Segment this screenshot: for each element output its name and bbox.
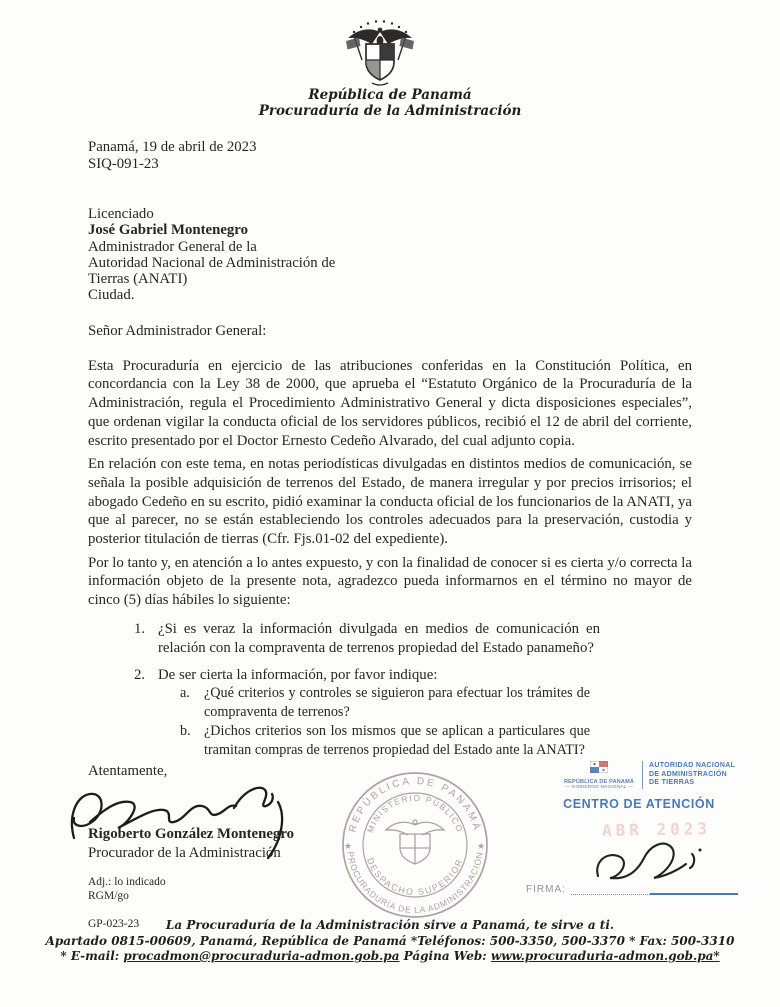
letter-footer (0, 918, 780, 965)
recipient-block (88, 206, 692, 304)
procuraduria-round-seal (340, 770, 490, 920)
footer-address: Apartado 0815-00609, Panamá, República de Panamá *Teléfonos: 500-3350, 500-3370 * Fax: 500-3310 (45, 933, 735, 948)
sub-item-a-letter: a. (180, 685, 190, 702)
signature-line-solid (650, 885, 738, 895)
sub-item-b (180, 722, 590, 760)
panama-coat-of-arms-icon (332, 14, 428, 90)
typist-initials: RGM/go (88, 889, 129, 902)
list-item-1-text: ¿Si es veraz la información divulgada en medios de comunicación en relación con la compraventa de terrenos propiedad del Estado panameño? (158, 620, 600, 656)
paragraph-1: Esta Procuraduría en ejercicio de las atribuciones conferidas en la Constitución Política, en concordancia con la Ley 38 de 2000, que aprueba el “Estatuto Orgánico de la Procuraduría de la Administración, regula el Procedimiento Administrativo General y dicta disposiciones especiales”, que ordenan vigilar la conducta oficial de los servidores públicos, recibió el 12 de abril del corriente, escrito presentado por el Doctor Ernesto Cedeño Alvarado, del cual adjunto copia. (88, 357, 692, 449)
place-date: Panamá, 19 de abril de 2023 (88, 139, 257, 155)
seal-outer-bottom-text: PROCURADURÍA DE LA ADMINISTRACIÓN (345, 850, 485, 916)
firma-row (526, 884, 738, 895)
list-item-2 (134, 666, 600, 685)
anati-center-label: CENTRO DE ATENCIÓN (563, 797, 715, 811)
recipient-line: Administrador General de la (88, 238, 257, 255)
footer-website: www.procuraduria-admon.gob.pa* (490, 949, 720, 963)
seal-inner-bottom-text: DESPACHO SUPERIOR (365, 856, 465, 898)
recipient-name: José Gabriel Montenegro (88, 222, 248, 239)
sub-item-a (180, 684, 590, 722)
firma-label: FIRMA: (526, 884, 566, 895)
panama-flag-icon (590, 761, 608, 773)
anati-logo-gov: — GOBIERNO NACIONAL — (565, 785, 633, 790)
recipient-line: Licenciado (88, 206, 154, 222)
list-item-1-number: 1. (134, 620, 146, 637)
signature-line-dotted (571, 885, 650, 895)
sub-item-a-text: ¿Qué criterios y controles se siguieron para efectuar los trámites de compraventa de terrenos? (204, 685, 590, 721)
list-item-2-number: 2. (134, 666, 146, 683)
attachment-note: Adj.: lo indicado RGM/go (88, 876, 388, 903)
recipient-line: Ciudad. (88, 287, 135, 304)
valediction: Atentamente, (88, 763, 168, 779)
sub-question-list (180, 684, 590, 759)
letter-body (88, 139, 692, 760)
dateline (88, 139, 692, 173)
letterhead (0, 88, 780, 119)
stamp-divider (642, 761, 643, 789)
seal-star-right-icon: ★ (477, 841, 486, 851)
seal-star-left-icon: ★ (344, 841, 353, 851)
file-code: GP-023-23 (88, 918, 140, 931)
letterhead-office: Procuraduría de la Administración (258, 102, 522, 119)
recipient-line: Tierras (ANATI) (88, 271, 188, 288)
recipient-line: Autoridad Nacional de Administración de (88, 254, 336, 271)
paragraph-3: Por lo tanto y, en atención a lo antes expuesto, y con la finalidad de conocer si es cierta y/o correcta la información objeto de la presente nota, agradezco pueda informarnos en el término no mayor de cinco (5) días hábiles lo siguiente: (88, 554, 692, 609)
anati-stamp (524, 760, 754, 895)
salutation: Señor Administrador General: (88, 322, 267, 339)
footer-email: procadmon@procuraduria-admon.gob.pa (123, 949, 400, 963)
seal-center-crest-icon (386, 820, 444, 864)
footer-slogan: La Procuraduría de la Administración sirve a Panamá, te sirve a ti. (165, 918, 615, 932)
seal-inner-top-text: MINISTERIO PÚBLICO (364, 792, 466, 835)
list-item-2-text: De ser cierta la información, por favor indique: (158, 666, 438, 683)
sub-item-b-text: ¿Dichos criterios son los mismos que se aplican a particulares que tramitan compras de terrenos propiedad del Estado ante la ANATI? (204, 722, 590, 758)
anati-gov-logo (562, 760, 636, 790)
svg-text:MINISTERIO PÚBLICO (365, 793, 465, 834)
reference-number: SIQ-091-23 (88, 156, 159, 172)
paragraph-2: En relación con este tema, en notas periodísticas divulgadas en distintos medios de comunicación, se señala la posible adquisición de terrenos del Estado, de manera irregular y por precios irrisorios; el abogado Cedeño en su escrito, pidió examinar la conducta oficial de los funcionarios de la ANATI, ya que al parecer, no se están estableciendo los controles adecuados para la preservación, custodia y posterior titulación de tierras (Cfr. Fjs.01-02 del expediente). (88, 456, 692, 548)
list-item-1 (134, 620, 600, 658)
footer-contact: * E-mail: procadmon@procuraduria-admon.gob.pa Página Web: www.procuraduria-admon.gob.pa* (60, 949, 720, 963)
signer-title: Procurador de la Administración (88, 844, 281, 861)
received-date-stamp: ABR 2023 (601, 819, 712, 840)
letterhead-country: República de Panamá (308, 87, 472, 103)
sub-item-b-letter: b. (180, 722, 191, 739)
signer-name: Rigoberto González Montenegro (88, 825, 295, 842)
seal-outer-top-text: REPÚBLICA DE PANAMÁ (347, 775, 483, 834)
question-list (134, 620, 600, 760)
anati-org-name: AUTORIDAD NACIONAL DE ADMINISTRACIÓN DE TIERRAS (649, 762, 736, 787)
anati-logo-country: REPÚBLICA DE PANAMÁ (563, 779, 635, 785)
